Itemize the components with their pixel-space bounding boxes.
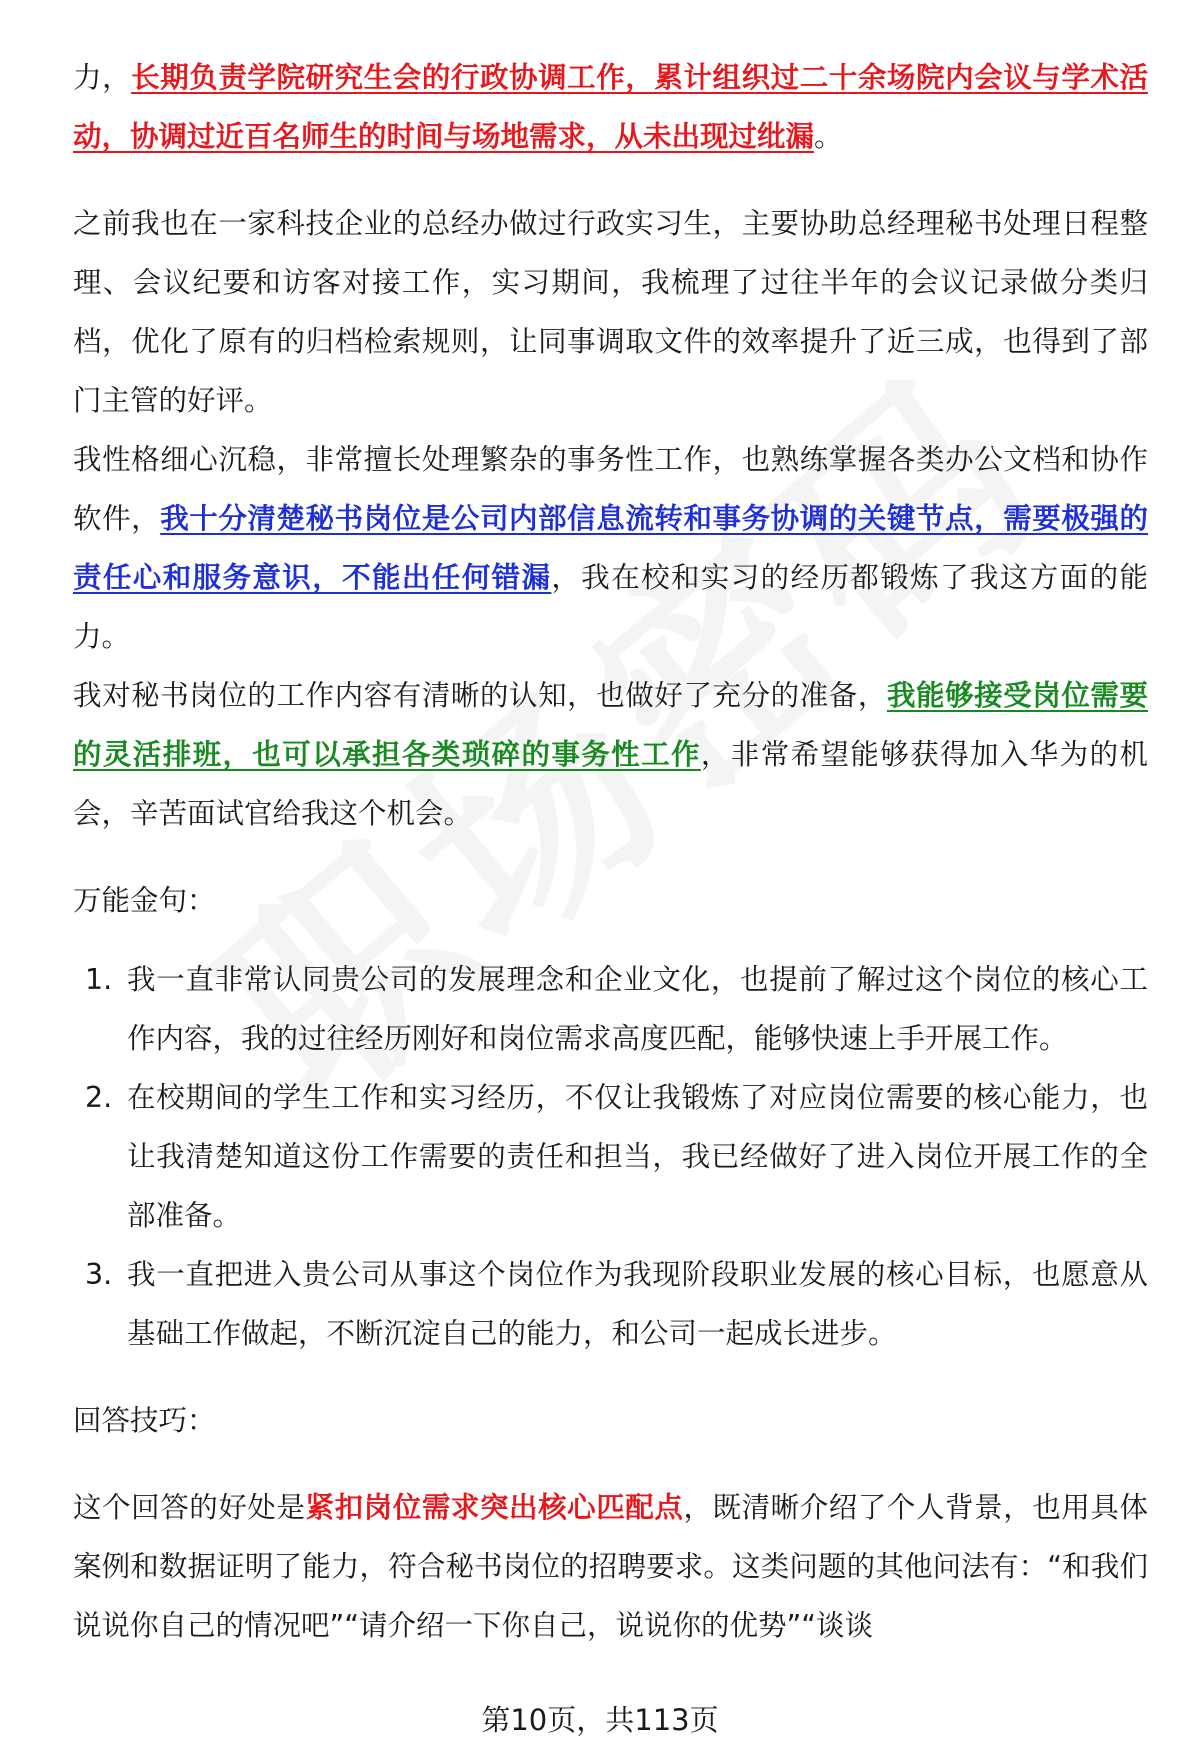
paragraph-3-prefix: 我性格细心沉稳，非常擅长处理繁杂的事务性工作，也熟练掌握各类办公文档和协作软件， bbox=[73, 443, 1148, 535]
list-item-number: 2. bbox=[85, 1081, 113, 1114]
tips-paragraph bbox=[73, 1478, 1148, 1655]
list-item-number: 3. bbox=[85, 1258, 113, 1291]
document-page bbox=[73, 48, 1148, 1655]
paragraph-3-suffix: ，我在校和实习的经历都锻炼了我这方面的能力。 bbox=[73, 561, 1148, 653]
paragraph-1-prefix: 力， bbox=[73, 61, 132, 94]
list-item-number: 1. bbox=[85, 963, 113, 996]
paragraph-4-highlight: 我能够接受岗位需要的灵活排班，也可以承担各类琐碎的事务性工作 bbox=[73, 679, 1148, 771]
list-item-text: 我一直把进入贵公司从事这个岗位作为我现阶段职业发展的核心目标，也愿意从基础工作做起，不断沉淀自己的能力，和公司一起成长进步。 bbox=[127, 1258, 1148, 1350]
tips-prefix: 这个回答的好处是 bbox=[73, 1491, 306, 1524]
paragraph-4 bbox=[73, 666, 1148, 843]
paragraph-1 bbox=[73, 48, 1148, 166]
list-item-text: 我一直非常认同贵公司的发展理念和企业文化，也提前了解过这个岗位的核心工作内容，我的过往经历刚好和岗位需求高度匹配，能够快速上手开展工作。 bbox=[127, 963, 1148, 1055]
list-item bbox=[73, 1068, 1148, 1245]
tips-highlight: 紧扣岗位需求突出核心匹配点 bbox=[305, 1491, 684, 1524]
page-footer: 第10页，共113页 bbox=[481, 1703, 719, 1737]
paragraph-4-suffix: ，非常希望能够获得加入华为的机会，辛苦面试官给我这个机会。 bbox=[73, 738, 1148, 830]
list-item bbox=[73, 1245, 1148, 1363]
list-item bbox=[73, 950, 1148, 1068]
paragraph-1-highlight: 长期负责学院研究生会的行政协调工作，累计组织过二十余场院内会议与学术活动，协调过近百名师生的时间与场地需求，从未出现过纰漏 bbox=[73, 61, 1148, 153]
golden-heading: 万能金句： bbox=[73, 884, 216, 917]
paragraph-2: 之前我也在一家科技企业的总经办做过行政实习生，主要协助总经理秘书处理日程整理、会议纪要和访客对接工作，实习期间，我梳理了过往半年的会议记录做分类归档，优化了原有的归档检索规则，让同事调取文件的效率提升了近三成，也得到了部门主管的好评。 bbox=[73, 207, 1148, 417]
paragraph-1-suffix: 。 bbox=[814, 120, 843, 153]
tips-heading: 回答技巧： bbox=[73, 1404, 216, 1437]
paragraph-3 bbox=[73, 430, 1148, 666]
list-item-text: 在校期间的学生工作和实习经历，不仅让我锻炼了对应岗位需要的核心能力，也让我清楚知道这份工作需要的责任和担当，我已经做好了进入岗位开展工作的全部准备。 bbox=[127, 1081, 1148, 1232]
paragraph-3-highlight: 我十分清楚秘书岗位是公司内部信息流转和事务协调的关键节点，需要极强的责任心和服务意识，不能出任何错漏 bbox=[73, 502, 1148, 594]
paragraph-4-prefix: 我对秘书岗位的工作内容有清晰的认知，也做好了充分的准备， bbox=[73, 679, 887, 712]
tips-suffix: ，既清晰介绍了个人背景，也用具体案例和数据证明了能力，符合秘书岗位的招聘要求。这类问题的其他问法有：“和我们说说你自己的情况吧”“请介绍一下你自己，说说你的优势”“谈谈 bbox=[73, 1491, 1148, 1642]
golden-list bbox=[73, 950, 1148, 1363]
